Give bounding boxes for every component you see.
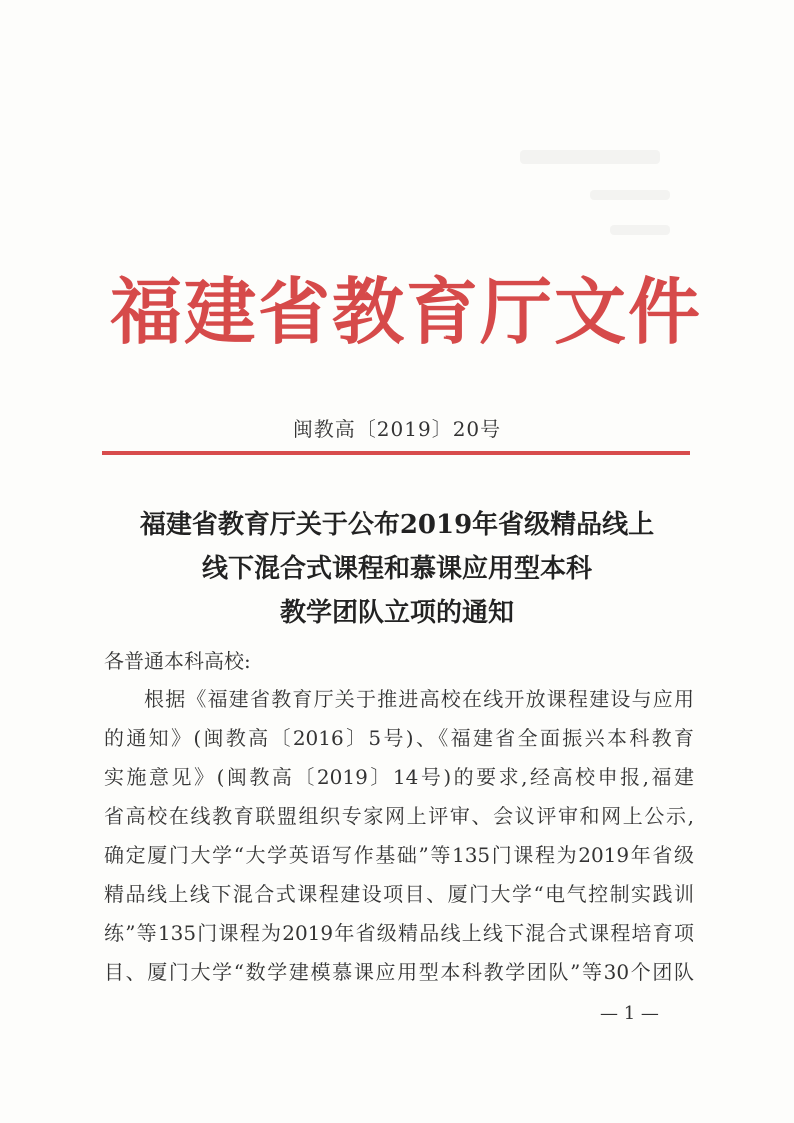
addressee: 各普通本科高校: bbox=[104, 649, 251, 673]
page-number: — 1 — bbox=[600, 1003, 659, 1024]
scan-artifact bbox=[520, 150, 660, 164]
scan-artifact bbox=[610, 225, 670, 235]
body-line: 确定厦门大学“大学英语写作基础”等135门课程为2019年省级 bbox=[104, 843, 694, 867]
scan-artifact bbox=[590, 190, 670, 200]
notice-title bbox=[80, 503, 714, 635]
document-number: 闽教高〔2019〕20号 bbox=[292, 417, 502, 441]
notice-title-line-1: 福建省教育厅关于公布2019年省级精品线上 bbox=[139, 510, 655, 540]
body-line: 根据《福建省教育厅关于推进高校在线开放课程建设与应用 bbox=[144, 687, 694, 711]
notice-title-line-3: 教学团队立项的通知 bbox=[279, 598, 514, 628]
body-line: 的通知》(闽教高〔2016〕5号)、《福建省全面振兴本科教育 bbox=[104, 726, 694, 750]
body-line: 实施意见》(闽教高〔2019〕14号)的要求,经高校申报,福建 bbox=[104, 765, 694, 789]
body-line: 目、厦门大学“数学建模慕课应用型本科教学团队”等30个团队 bbox=[104, 960, 694, 984]
body-line: 练”等135门课程为2019年省级精品线上线下混合式课程培育项 bbox=[104, 921, 694, 945]
body-paragraph bbox=[104, 680, 694, 992]
body-line: 精品线上线下混合式课程建设项目、厦门大学“电气控制实践训 bbox=[104, 882, 694, 906]
body-line: 省高校在线教育联盟组织专家网上评审、会议评审和网上公示, bbox=[104, 804, 694, 828]
notice-title-line-2: 线下混合式课程和慕课应用型本科 bbox=[201, 554, 592, 584]
agency-document-header: 福建省教育厅文件 bbox=[110, 269, 703, 354]
red-divider-line bbox=[102, 451, 690, 455]
